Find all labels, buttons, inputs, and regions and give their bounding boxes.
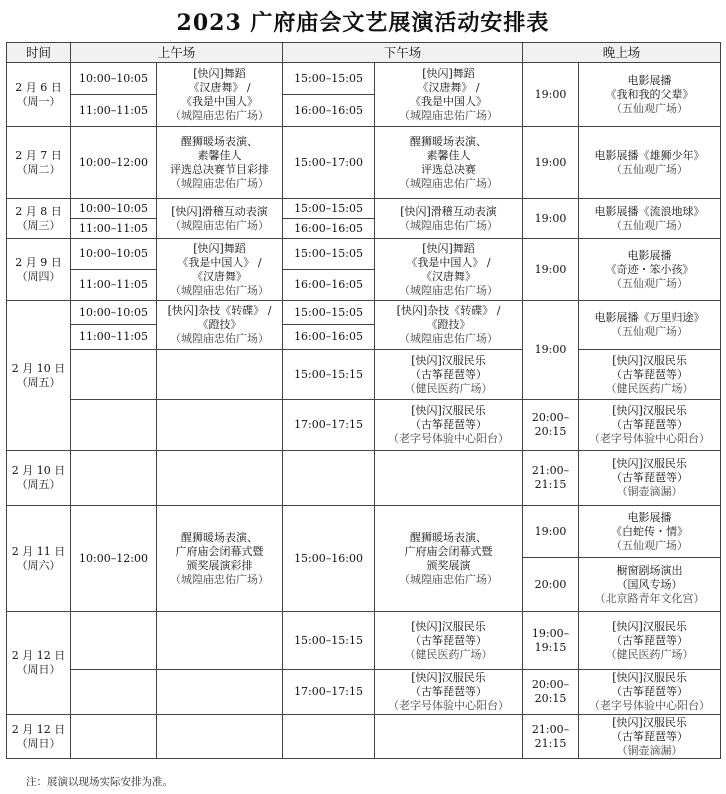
footnote: 注：展演以现场实际安排为准。: [26, 776, 173, 788]
event-cell: 电影展播《万里归途》 （五仙观广场）: [579, 301, 721, 350]
event-cell: 电影展播 《奇迹・笨小孩》 （五仙观广场）: [579, 239, 721, 301]
table-row: [7, 127, 721, 199]
time-cell: 19:00: [523, 301, 579, 400]
event-cell: [快闪]舞蹈 《我是中国人》 / 《汉唐舞》 （城隍庙忠佑广场）: [375, 239, 523, 301]
table-row: [7, 350, 721, 400]
event-cell: [快闪]汉服民乐 （古筝琵琶等） （健民医药广场）: [375, 612, 523, 670]
table-row: [7, 199, 721, 219]
time-cell: 16:00–16:05: [283, 95, 375, 127]
date-cell: 2 月 10 日 （周五）: [7, 451, 71, 506]
event-cell: [快闪]滑稽互动表演 （城隍庙忠佑广场）: [157, 199, 283, 239]
date-cell: 2 月 6 日 （周一）: [7, 63, 71, 127]
time-cell: 10:00–10:05: [71, 301, 157, 325]
table-row: [7, 239, 721, 270]
event-cell: [快闪]舞蹈 《汉唐舞》 / 《我是中国人》 （城隍庙忠佑广场）: [375, 63, 523, 127]
time-cell: 17:00–17:15: [283, 670, 375, 715]
table-row: [7, 670, 721, 715]
date-cell: 2 月 10 日 （周五）: [7, 301, 71, 451]
empty-cell: [283, 451, 375, 506]
empty-cell: [157, 451, 283, 506]
time-cell: 11:00–11:05: [71, 325, 157, 350]
time-cell: 17:00–17:15: [283, 400, 375, 451]
time-cell: 16:00–16:05: [283, 325, 375, 350]
empty-cell: [71, 451, 157, 506]
table-row: [7, 612, 721, 670]
time-cell: 11:00–11:05: [71, 270, 157, 301]
time-cell: 15:00–15:15: [283, 350, 375, 400]
time-cell: 19:00: [523, 239, 579, 301]
event-cell: [快闪]滑稽互动表演 （城隍庙忠佑广场）: [375, 199, 523, 239]
empty-cell: [283, 715, 375, 759]
time-cell: 10:00–10:05: [71, 199, 157, 219]
event-cell: [快闪]汉服民乐 （古筝琵琶等） （健民医药广场）: [375, 350, 523, 400]
time-cell: 15:00–15:05: [283, 63, 375, 95]
empty-cell: [157, 350, 283, 400]
header-time: 时间: [7, 43, 71, 63]
table-row: [7, 506, 721, 558]
table-row: [7, 63, 721, 95]
header-morning: 上午场: [71, 43, 283, 63]
event-cell: [快闪]汉服民乐 （古筝琵琶等） （铜壶滴漏）: [579, 715, 721, 759]
time-cell: 20:00–20:15: [523, 400, 579, 451]
date-cell: 2 月 7 日 （周二）: [7, 127, 71, 199]
empty-cell: [71, 612, 157, 670]
event-cell: 橱窗剧场演出 （国风专场） （北京路青年文化宫）: [579, 558, 721, 612]
header-row: [7, 43, 721, 63]
time-cell: 10:00–12:00: [71, 127, 157, 199]
time-cell: 10:00–12:00: [71, 506, 157, 612]
time-cell: 15:00–16:00: [283, 506, 375, 612]
time-cell: 21:00–21:15: [523, 451, 579, 506]
event-cell: 电影展播 《我和我的父辈》 （五仙观广场）: [579, 63, 721, 127]
event-cell: 醒狮暖场表演、 广府庙会闭幕式暨 颁奖展演 （城隍庙忠佑广场）: [375, 506, 523, 612]
empty-cell: [157, 400, 283, 451]
time-cell: 15:00–15:05: [283, 199, 375, 219]
event-cell: [快闪]汉服民乐 （古筝琵琶等） （铜壶滴漏）: [579, 451, 721, 506]
empty-cell: [157, 612, 283, 670]
event-cell: [快闪]汉服民乐 （古筝琵琶等） （老字号体验中心阳台）: [375, 670, 523, 715]
time-cell: 19:00: [523, 506, 579, 558]
event-cell: 电影展播 《白蛇传・情》 （五仙观广场）: [579, 506, 721, 558]
time-cell: 20:00–20:15: [523, 670, 579, 715]
event-cell: [快闪]汉服民乐 （古筝琵琶等） （老字号体验中心阳台）: [579, 670, 721, 715]
time-cell: 19:00: [523, 127, 579, 199]
time-cell: 10:00–10:05: [71, 239, 157, 270]
date-cell: 2 月 12 日 （周日）: [7, 715, 71, 759]
event-cell: 电影展播《流浪地球》 （五仙观广场）: [579, 199, 721, 239]
event-cell: [快闪]汉服民乐 （古筝琵琶等） （老字号体验中心阳台）: [375, 400, 523, 451]
time-cell: 16:00–16:05: [283, 219, 375, 239]
time-cell: 15:00–15:05: [283, 239, 375, 270]
time-cell: 15:00–15:05: [283, 301, 375, 325]
schedule-table: [6, 42, 721, 759]
event-cell: [快闪]杂技《转碟》 / 《蹬技》 （城隍庙忠佑广场）: [157, 301, 283, 350]
event-cell: 醒狮暖场表演、 广府庙会闭幕式暨 颁奖展演彩排 （城隍庙忠佑广场）: [157, 506, 283, 612]
table-row: [7, 301, 721, 325]
empty-cell: [157, 715, 283, 759]
time-cell: 19:00: [523, 63, 579, 127]
empty-cell: [71, 670, 157, 715]
empty-cell: [71, 350, 157, 400]
empty-cell: [375, 715, 523, 759]
event-cell: [快闪]舞蹈 《汉唐舞》 / 《我是中国人》 （城隍庙忠佑广场）: [157, 63, 283, 127]
table-row: [7, 400, 721, 451]
header-evening: 晚上场: [523, 43, 721, 63]
time-cell: 21:00–21:15: [523, 715, 579, 759]
page-title: 2023 广府庙会文艺展演活动安排表: [176, 10, 550, 36]
empty-cell: [71, 715, 157, 759]
table-row: [7, 451, 721, 506]
empty-cell: [71, 400, 157, 451]
event-cell: 电影展播《雄狮少年》 （五仙观广场）: [579, 127, 721, 199]
event-cell: [快闪]杂技《转碟》 / 《蹬技》 （城隍庙忠佑广场）: [375, 301, 523, 350]
event-cell: [快闪]汉服民乐 （古筝琵琶等） （健民医药广场）: [579, 350, 721, 400]
empty-cell: [157, 670, 283, 715]
event-cell: 醒狮暖场表演、 素馨佳人 评选总决赛 （城隍庙忠佑广场）: [375, 127, 523, 199]
time-cell: 15:00–17:00: [283, 127, 375, 199]
time-cell: 19:00–19:15: [523, 612, 579, 670]
header-afternoon: 下午场: [283, 43, 523, 63]
date-cell: 2 月 9 日 （周四）: [7, 239, 71, 301]
event-cell: 醒狮暖场表演、 素馨佳人 评选总决赛节目彩排 （城隍庙忠佑广场）: [157, 127, 283, 199]
date-cell: 2 月 8 日 （周三）: [7, 199, 71, 239]
time-cell: 11:00–11:05: [71, 95, 157, 127]
time-cell: 10:00–10:05: [71, 63, 157, 95]
event-cell: [快闪]汉服民乐 （古筝琵琶等） （健民医药广场）: [579, 612, 721, 670]
date-cell: 2 月 11 日 （周六）: [7, 506, 71, 612]
time-cell: 16:00–16:05: [283, 270, 375, 301]
time-cell: 20:00: [523, 558, 579, 612]
date-cell: 2 月 12 日 （周日）: [7, 612, 71, 715]
event-cell: [快闪]舞蹈 《我是中国人》 / 《汉唐舞》 （城隍庙忠佑广场）: [157, 239, 283, 301]
event-cell: [快闪]汉服民乐 （古筝琵琶等） （老字号体验中心阳台）: [579, 400, 721, 451]
table-row: [7, 715, 721, 759]
empty-cell: [375, 451, 523, 506]
time-cell: 19:00: [523, 199, 579, 239]
time-cell: 11:00–11:05: [71, 219, 157, 239]
time-cell: 15:00–15:15: [283, 612, 375, 670]
